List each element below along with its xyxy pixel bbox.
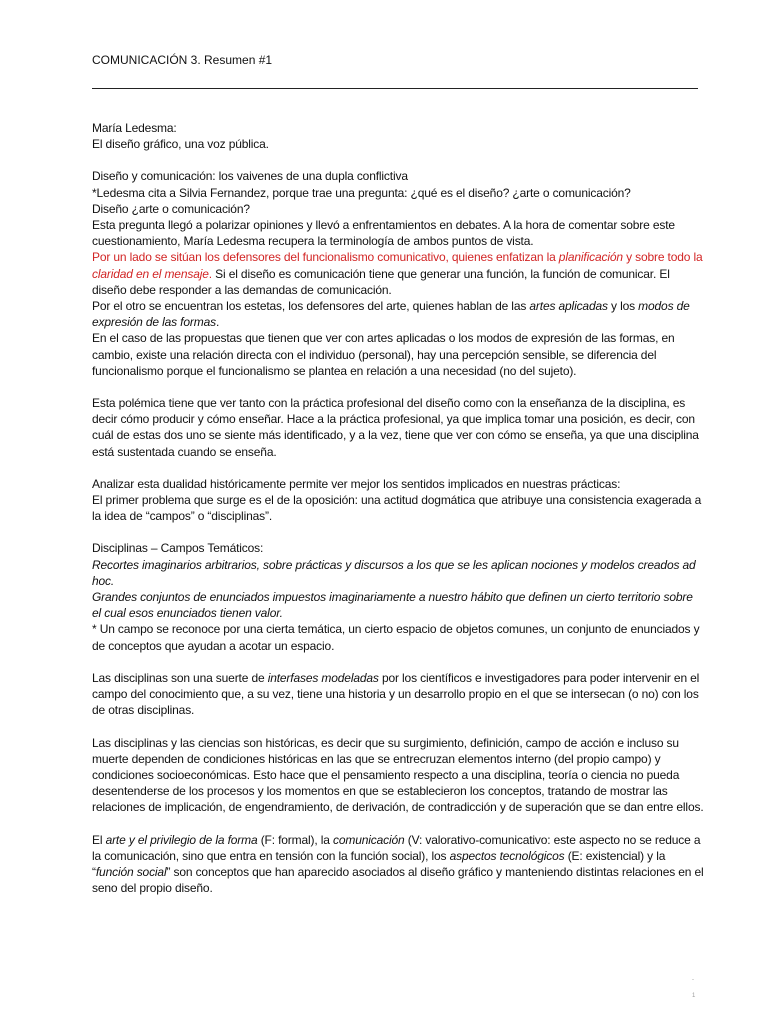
paragraph: Esta pregunta llegó a polarizar opiniones y llevó a enfrentamientos en debates. A la hora de comentar sobre este cuestionamiento, María Ledesma recupera la terminología de ambos puntos de vista. — [92, 218, 675, 249]
paragraph: *Ledesma cita a Silvia Fernandez, porque trae una pregunta: ¿qué es el diseño? ¿arte o comunicación? — [92, 185, 631, 200]
heading-label: Diseño y comunicación: — [92, 169, 216, 184]
document-body — [92, 120, 704, 896]
paragraph-funcionalismo: Por un lado se sitúan los defensores del funcionalismo comunicativo, quienes enfatizan la planificación y sobre todo la claridad en el mensaje. Si el diseño es comunicación tiene que generar una función, la función de comunicar. El diseño debe responder a las demandas de comunicación. — [92, 250, 703, 297]
italic-definition: Recortes imaginarios arbitrarios, sobre prácticas y discursos a los que se les aplican nociones y modelos creados ad hoc. — [92, 557, 696, 588]
paragraph-interfases: Las disciplinas son una suerte de interfases modeladas por los científicos e investigadores para poder intervenir en el campo del conocimiento que, a su vez, tiene una historia y un desarrollo propio en el que se intersecan (o no) con los de otras disciplinas. — [92, 670, 700, 718]
section-heading-disciplinas: Disciplinas – Campos Temáticos: — [92, 541, 264, 556]
highlight-text: Por un lado se sitúan los defensores del funcionalismo comunicativo, quienes enfatizan la — [92, 250, 559, 265]
paragraph-estetas: Por el otro se encuentran los estetas, los defensores del arte, quienes hablan de las artes aplicadas y los modos de expresión de las formas. — [92, 299, 690, 330]
page-number: 1 — [692, 993, 696, 999]
author-name: María Ledesma: — [92, 121, 177, 135]
paragraph: El primer problema que surge es el de la oposición: una actitud dogmática que atribuye una consistencia exagerada a la idea de “campos” o “disciplinas”. — [92, 493, 702, 524]
italic-definition: Grandes conjuntos de enunciados impuestos imaginariamente a nuestro hábito que definen un cierto territorio sobre el cual esos enunciados tienen valor. — [92, 590, 693, 621]
page-mark-top: - — [692, 977, 694, 983]
paragraph: Diseño ¿arte o comunicación? — [92, 201, 250, 216]
paragraph-historicas: Las disciplinas y las ciencias son históricas, es decir que su surgimiento, definición, campo de acción e incluso su muerte dependen de condiciones históricas en las que se entrecruzan elementos interno (del propio campo) y condiciones socioeconómicas. Esto hace que el pensamiento respecto a una disciplina, teoría o ciencia no pueda desentenderse de los procesos y los momentos en que se establecieron los conceptos, tratando de mostrar las relaciones de implicación, de engendramiento, de derivación, de contradicción y de superación que se dan entre ellos. — [92, 735, 704, 815]
section-heading-diseno: Diseño y comunicación: los vaivenes de una dupla conflictiva — [92, 169, 408, 184]
paragraph: * Un campo se reconoce por una cierta temática, un cierto espacio de objetos comunes, un conjunto de enunciados y de conceptos que ayudan a acotar un espacio. — [92, 622, 700, 653]
paragraph: En el caso de las propuestas que tienen que ver con artes aplicadas o los modos de expresión de las formas, en cambio, existe una relación directa con el individuo (personal), hay una percepción sensible, se diferencia del funcionalismo porque el funcionalismo se plantea en relación a una necesidad (no del sujeto). — [92, 331, 675, 378]
work-title: El diseño gráfico, una voz pública. — [92, 137, 269, 152]
document-header: COMUNICACIÓN 3. Resumen #1 — [92, 53, 273, 67]
paragraph: Analizar esta dualidad históricamente permite ver mejor los sentidos implicados en nuestras prácticas: — [92, 476, 621, 491]
header-rule — [92, 88, 698, 89]
paragraph-polemica: Esta polémica tiene que ver tanto con la práctica profesional del diseño como con la enseñanza de la disciplina, es decir cómo producir y cómo enseñar. Hace a la práctica profesional, ya que implica tomar una posición, es decir, con cuál de estas dos uno se siente más identificado, y a la vez, tiene que ver con cómo se enseña, ya que una disciplina está sustentada cuando se enseña. — [92, 396, 699, 459]
page-marks — [692, 972, 700, 1004]
paragraph-final: El arte y el privilegio de la forma (F: formal), la comunicación (V: valorativo-comunicativo: este aspecto no se reduce a la comunicación, sino que entra en tensión con la función social), los aspectos tecnológicos (E: existencial) y la “función social” son conceptos que han aparecido asociados al diseño gráfico y manteniendo distintas relaciones en el seno del propio diseño. — [92, 832, 704, 896]
